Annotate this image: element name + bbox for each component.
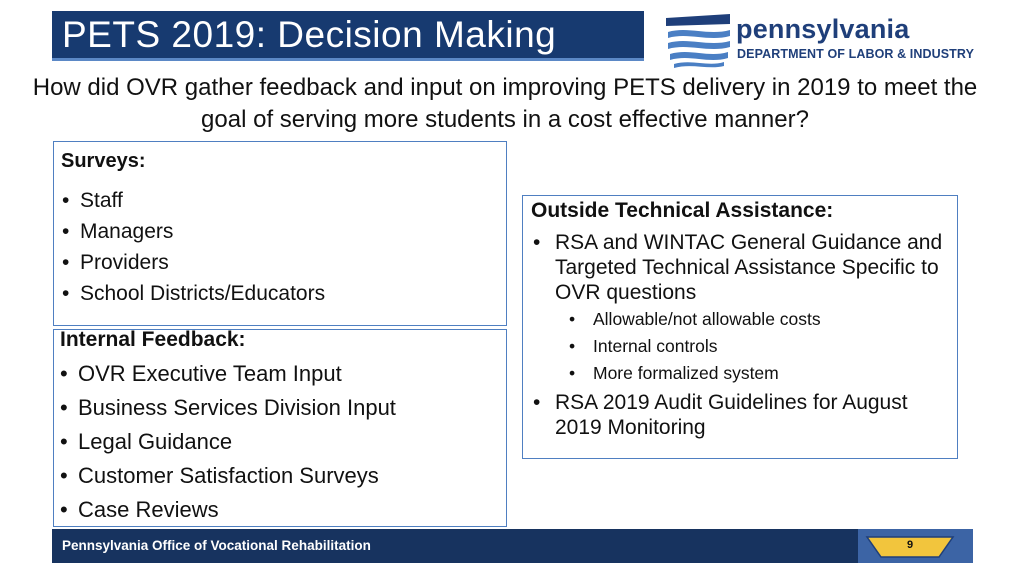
list-item: • Allowable/not allowable costs <box>567 306 821 333</box>
internal-list <box>58 357 396 527</box>
outside-heading: Outside Technical Assistance: <box>531 199 834 222</box>
internal-feedback-box <box>53 329 507 527</box>
footer-bar <box>52 529 973 563</box>
outside-assistance-box <box>522 195 958 459</box>
page-number: 9 <box>906 539 914 551</box>
pa-logo <box>664 12 984 72</box>
list-item: • Legal Guidance <box>58 425 396 459</box>
list-item: • More formalized system <box>567 360 821 387</box>
list-item: • Staff <box>60 185 325 216</box>
logo-department: DEPARTMENT OF LABOR & INDUSTRY <box>737 47 975 61</box>
outside-sublist <box>567 306 821 387</box>
slide-question: How did OVR gather feedback and input on improving PETS delivery in 2019 to meet the goal of serving more students in a cost effective manner? <box>32 74 978 133</box>
list-item: • Business Services Division Input <box>58 391 396 425</box>
outside-list-top <box>531 230 951 305</box>
page-number-badge <box>865 536 955 558</box>
list-item: • Providers <box>60 247 325 278</box>
internal-heading: Internal Feedback: <box>60 328 246 351</box>
logo-wordmark: pennsylvania <box>736 14 910 44</box>
list-item: • OVR Executive Team Input <box>58 357 396 391</box>
list-item: • Internal controls <box>567 333 821 360</box>
slide-title: PETS 2019: Decision Making <box>62 14 557 55</box>
list-item: • RSA and WINTAC General Guidance and Targeted Technical Assistance Specific to OVR questions <box>531 230 951 305</box>
surveys-list <box>60 185 325 309</box>
surveys-heading: Surveys: <box>61 150 146 172</box>
list-item: • Managers <box>60 216 325 247</box>
list-item: • RSA 2019 Audit Guidelines for August 2019 Monitoring <box>531 390 951 440</box>
list-item: • Case Reviews <box>58 493 396 527</box>
list-item: • School Districts/Educators <box>60 278 325 309</box>
title-bar <box>52 11 644 61</box>
surveys-box <box>53 141 507 326</box>
list-item: • Customer Satisfaction Surveys <box>58 459 396 493</box>
outside-list-bottom <box>531 390 951 440</box>
footer-text: Pennsylvania Office of Vocational Rehabilitation <box>62 538 371 553</box>
keystone-flag-icon <box>664 12 732 70</box>
